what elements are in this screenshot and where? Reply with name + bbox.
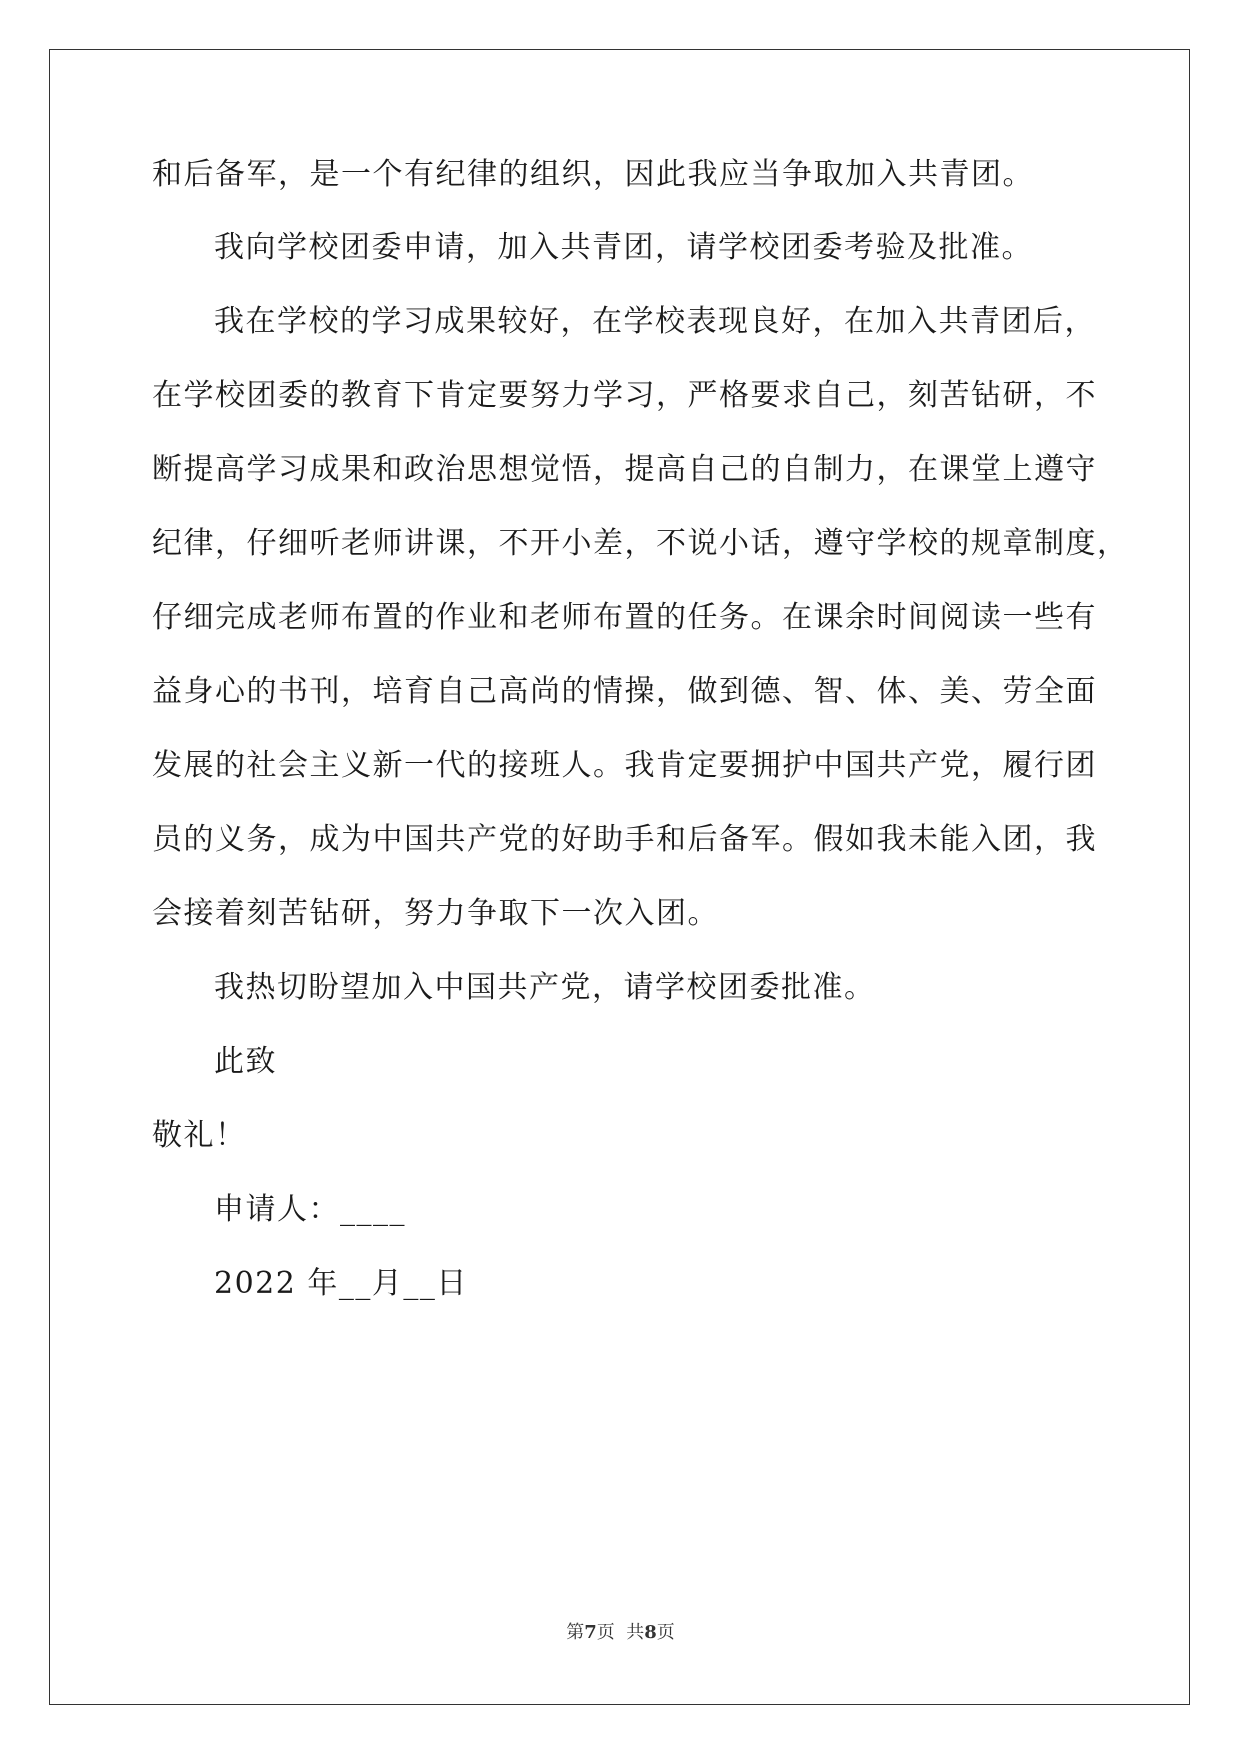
closing-regards: 敬礼！ — [152, 1118, 247, 1153]
text-line-5: 断提高学习成果和政治思想觉悟，提高自己的自制力，在课堂上遵守 — [152, 452, 1097, 487]
footer-suffix: 页 — [656, 1622, 675, 1643]
footer-page-number: 7 — [584, 1622, 597, 1643]
date-line: 2022 年__月__日 — [214, 1266, 468, 1301]
page-border — [49, 49, 1190, 1705]
text-line-3: 我在学校的学习成果较好，在学校表现良好，在加入共青团后， — [214, 304, 1096, 339]
text-line-1: 和后备军，是一个有纪律的组织，因此我应当争取加入共青团。 — [152, 157, 1034, 192]
text-line-6: 纪律，仔细听老师讲课，不开小差，不说小话，遵守学校的规章制度， — [152, 526, 1129, 561]
text-line-11: 会接着刻苦钻研，努力争取下一次入团。 — [152, 896, 719, 931]
text-line-4: 在学校团委的教育下肯定要努力学习，严格要求自己，刻苦钻研，不 — [152, 378, 1097, 413]
text-line-9: 发展的社会主义新一代的接班人。我肯定要拥护中国共产党，履行团 — [152, 748, 1097, 783]
text-line-12: 我热切盼望加入中国共产党，请学校团委批准。 — [214, 970, 876, 1005]
page-footer — [0, 1622, 1241, 1644]
closing-salutation: 此致 — [214, 1044, 277, 1079]
footer-prefix: 第 — [566, 1622, 585, 1643]
text-line-7: 仔细完成老师布置的作业和老师布置的任务。在课余时间阅读一些有 — [152, 600, 1097, 635]
applicant-signature-line: 申请人：____ — [214, 1192, 406, 1227]
text-line-2: 我向学校团委申请，加入共青团，请学校团委考验及批准。 — [214, 230, 1033, 265]
footer-mid: 页 共 — [596, 1622, 645, 1643]
footer-total-pages: 8 — [644, 1622, 657, 1643]
text-line-10: 员的义务，成为中国共产党的好助手和后备军。假如我未能入团，我 — [152, 822, 1097, 857]
text-line-8: 益身心的书刊，培育自己高尚的情操，做到德、智、体、美、劳全面 — [152, 674, 1097, 709]
